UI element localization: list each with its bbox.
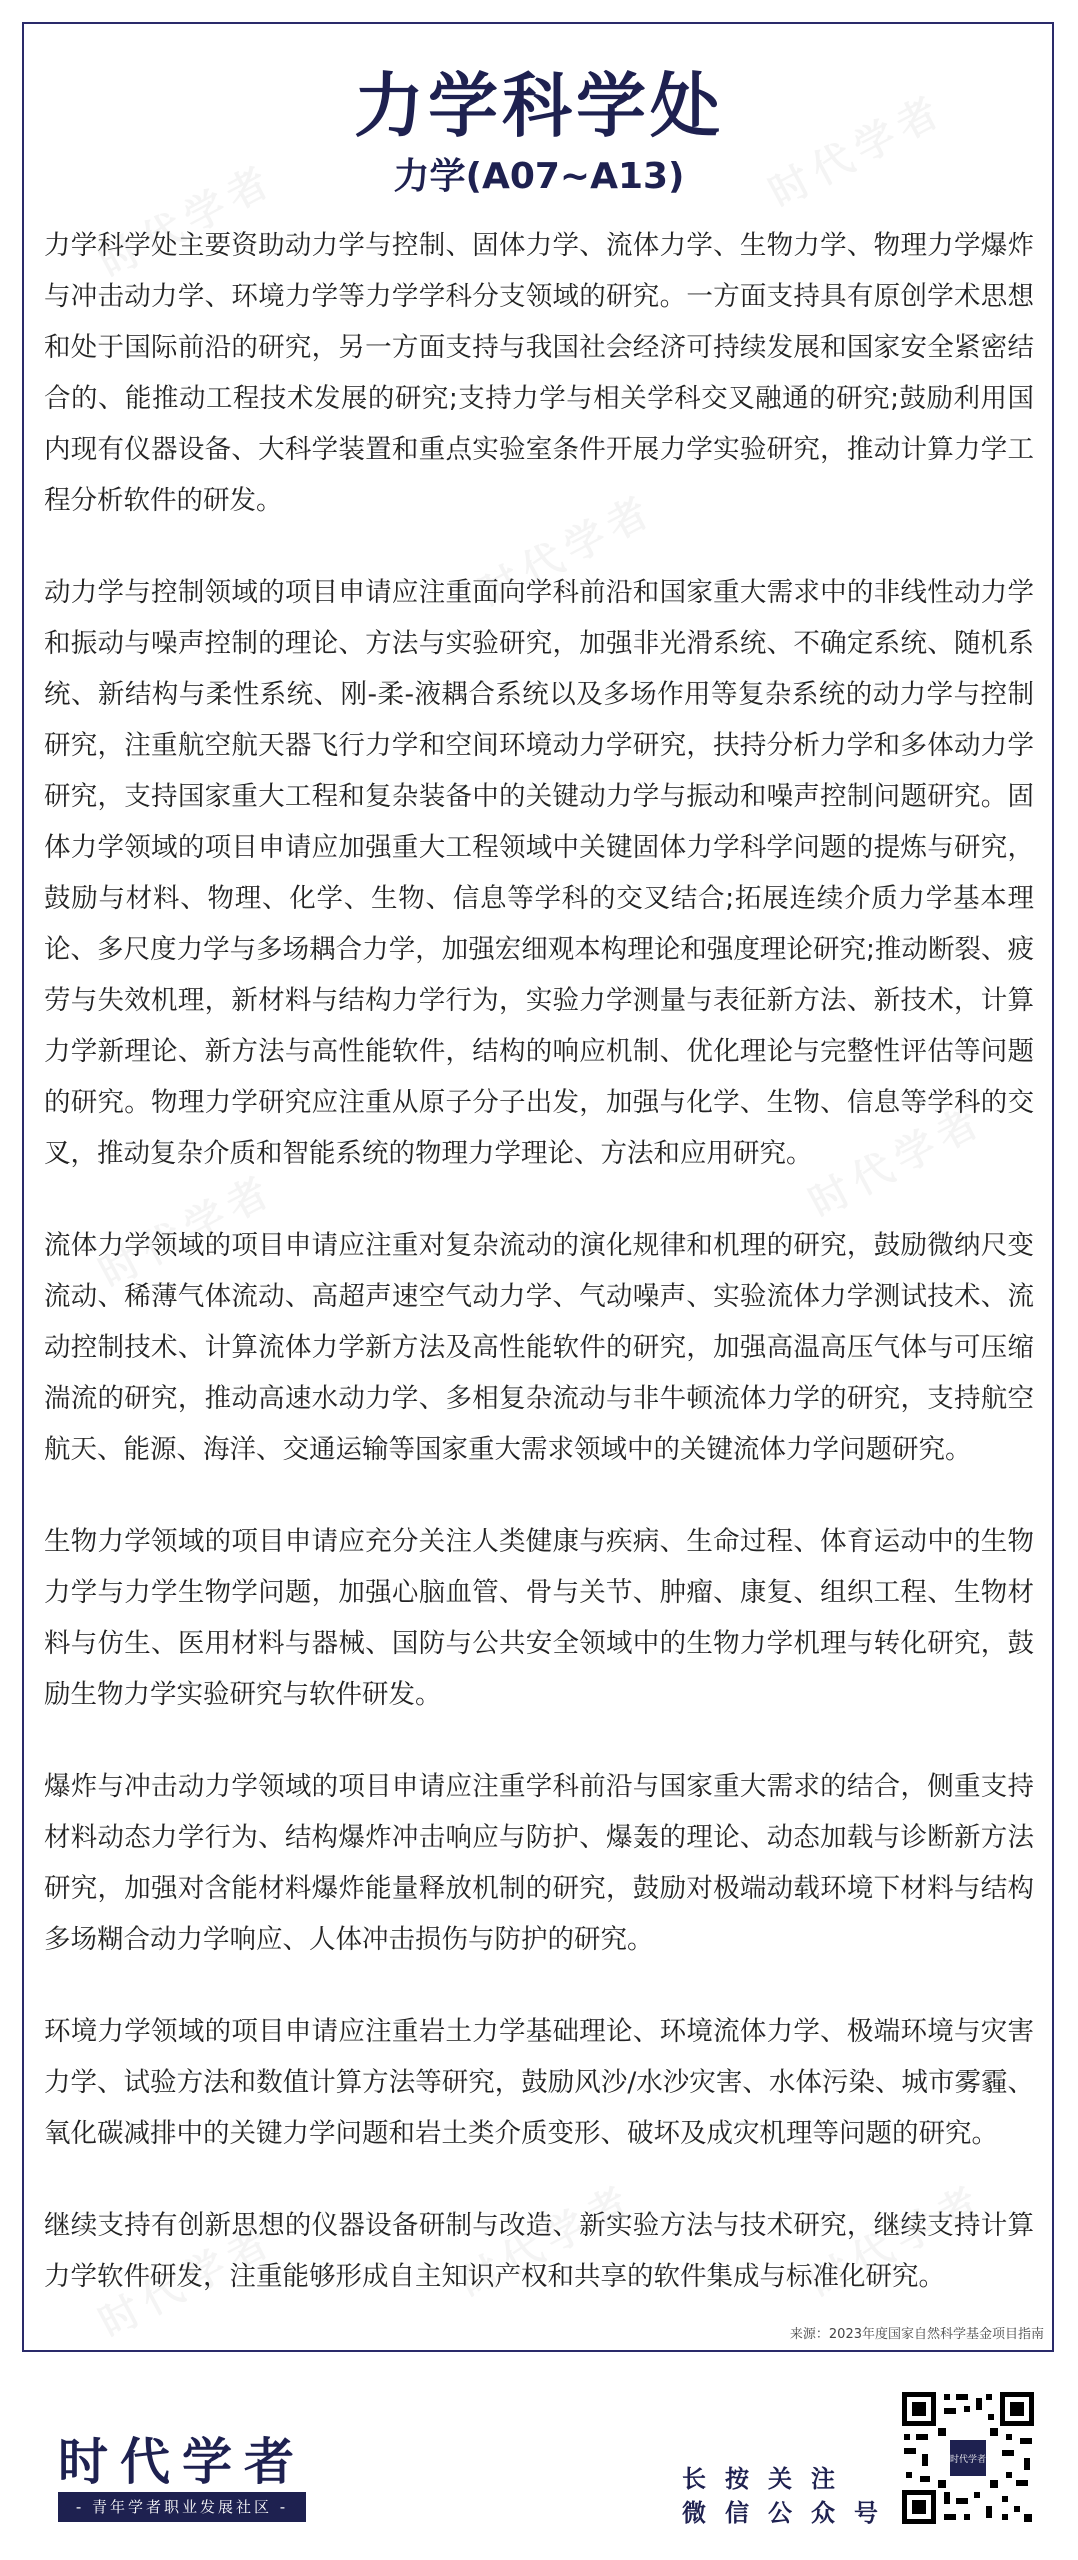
brand-logo: 时代学者 — [58, 2433, 306, 2491]
paragraph: 力学科学处主要资助动力学与控制、固体力学、流体力学、生物力学、物理力学爆炸与冲击动力学、环境力学等力学学科分支领域的研究。一方面支持具有原创学术思想和处于国际前沿的研究，另一方面支持与我国社会经济可持续发展和国家安全紧密结合的、能推动工程技术发展的研究;支持力学与相关学科交叉融通的研究;鼓励利用国内现有仪器设备、大科学装置和重点实验室条件开展力学实验研究，推动计算力学工程分析软件的研发。 — [44, 230, 1034, 516]
follow-prompt — [682, 2462, 897, 2530]
footer — [0, 2352, 1078, 2560]
paragraph: 环境力学领域的项目申请应注重岩土力学基础理论、环境流体力学、极端环境与灾害力学、试验方法和数值计算方法等研究，鼓励风沙/水沙灾害、水体污染、城市雾霾、氧化碳减排中的关键力学问题和岩土类介质变形、破坏及成灾机理等问题的研究。 — [44, 2016, 1034, 2149]
paragraph: 动力学与控制领域的项目申请应注重面向学科前沿和国家重大需求中的非线性动力学和振动与噪声控制的理论、方法与实验研究，加强非光滑系统、不确定系统、随机系统、新结构与柔性系统、刚-柔-液耦合系统以及多场作用等复杂系统的动力学与控制研究，注重航空航天器飞行力学和空间环境动力学研究，扶持分析力学和多体动力学研究，支持国家重大工程和复杂装备中的关键动力学与振动和噪声控制问题研究。固体力学领域的项目申请应加强重大工程领域中关键固体力学科学问题的提炼与研究，鼓励与材料、物理、化学、生物、信息等学科的交叉结合;拓展连续介质力学基本理论、多尺度力学与多场耦合力学，加强宏细观本构理论和强度理论研究;推动断裂、疲劳与失效机理，新材料与结构力学行为，实验力学测量与表征新方法、新技术，计算力学新理论、新方法与高性能软件，结构的响应机制、优化理论与完整性评估等问题的研究。物理力学研究应注重从原子分子出发，加强与化学、生物、信息等学科的交叉，推动复杂介质和智能系统的物理力学理论、方法和应用研究。 — [44, 577, 1034, 1169]
source-note: 来源：2023年度国家自然科学基金项目指南 — [789, 2327, 1044, 2342]
qr-logo-label: 时代学者 — [949, 2455, 987, 2465]
paragraph: 流体力学领域的项目申请应注重对复杂流动的演化规律和机理的研究，鼓励微纳尺变流动、稀薄气体流动、高超声速空气动力学、气动噪声、实验流体力学测试技术、流动控制技术、计算流体力学新方法及高性能软件的研究，加强高温高压气体与可压缩湍流的研究，推动高速水动力学、多相复杂流动与非牛顿流体力学的研究，支持航空航天、能源、海洋、交通运输等国家重大需求领域中的关键流体力学问题研究。 — [44, 1230, 1034, 1465]
page-title: 力学科学处 — [354, 65, 724, 147]
article-body — [44, 220, 1034, 2343]
paragraph: 继续支持有创新思想的仪器设备研制与改造、新实验方法与技术研究，继续支持计算力学软件研发，注重能够形成自主知识产权和共享的软件集成与标准化研究。 — [44, 2210, 1034, 2292]
qr-code-icon[interactable] — [898, 2388, 1038, 2528]
paragraph: 生物力学领域的项目申请应充分关注人类健康与疾病、生命过程、体育运动中的生物力学与力学生物学问题，加强心脑血管、骨与关节、肿瘤、康复、组织工程、生物材料与仿生、医用材料与器械、国防与公共安全领域中的生物力学机理与转化研究，鼓励生物力学实验研究与软件研发。 — [44, 1526, 1034, 1710]
follow-line: 微信公众号 — [682, 2499, 897, 2527]
page-subtitle: 力学(A07~A13) — [393, 156, 685, 197]
follow-line: 长按关注 — [682, 2465, 854, 2493]
paragraph: 爆炸与冲击动力学领域的项目申请应注重学科前沿与国家重大需求的结合，侧重支持材料动态力学行为、结构爆炸冲击响应与防护、爆轰的理论、动态加载与诊断新方法研究，加强对含能材料爆炸能量释放机制的研究，鼓励对极端动载环境下材料与结构多场糊合动力学响应、人体冲击损伤与防护的研究。 — [44, 1771, 1034, 1955]
brand-slogan: - 青年学者职业发展社区 - — [58, 2492, 306, 2522]
